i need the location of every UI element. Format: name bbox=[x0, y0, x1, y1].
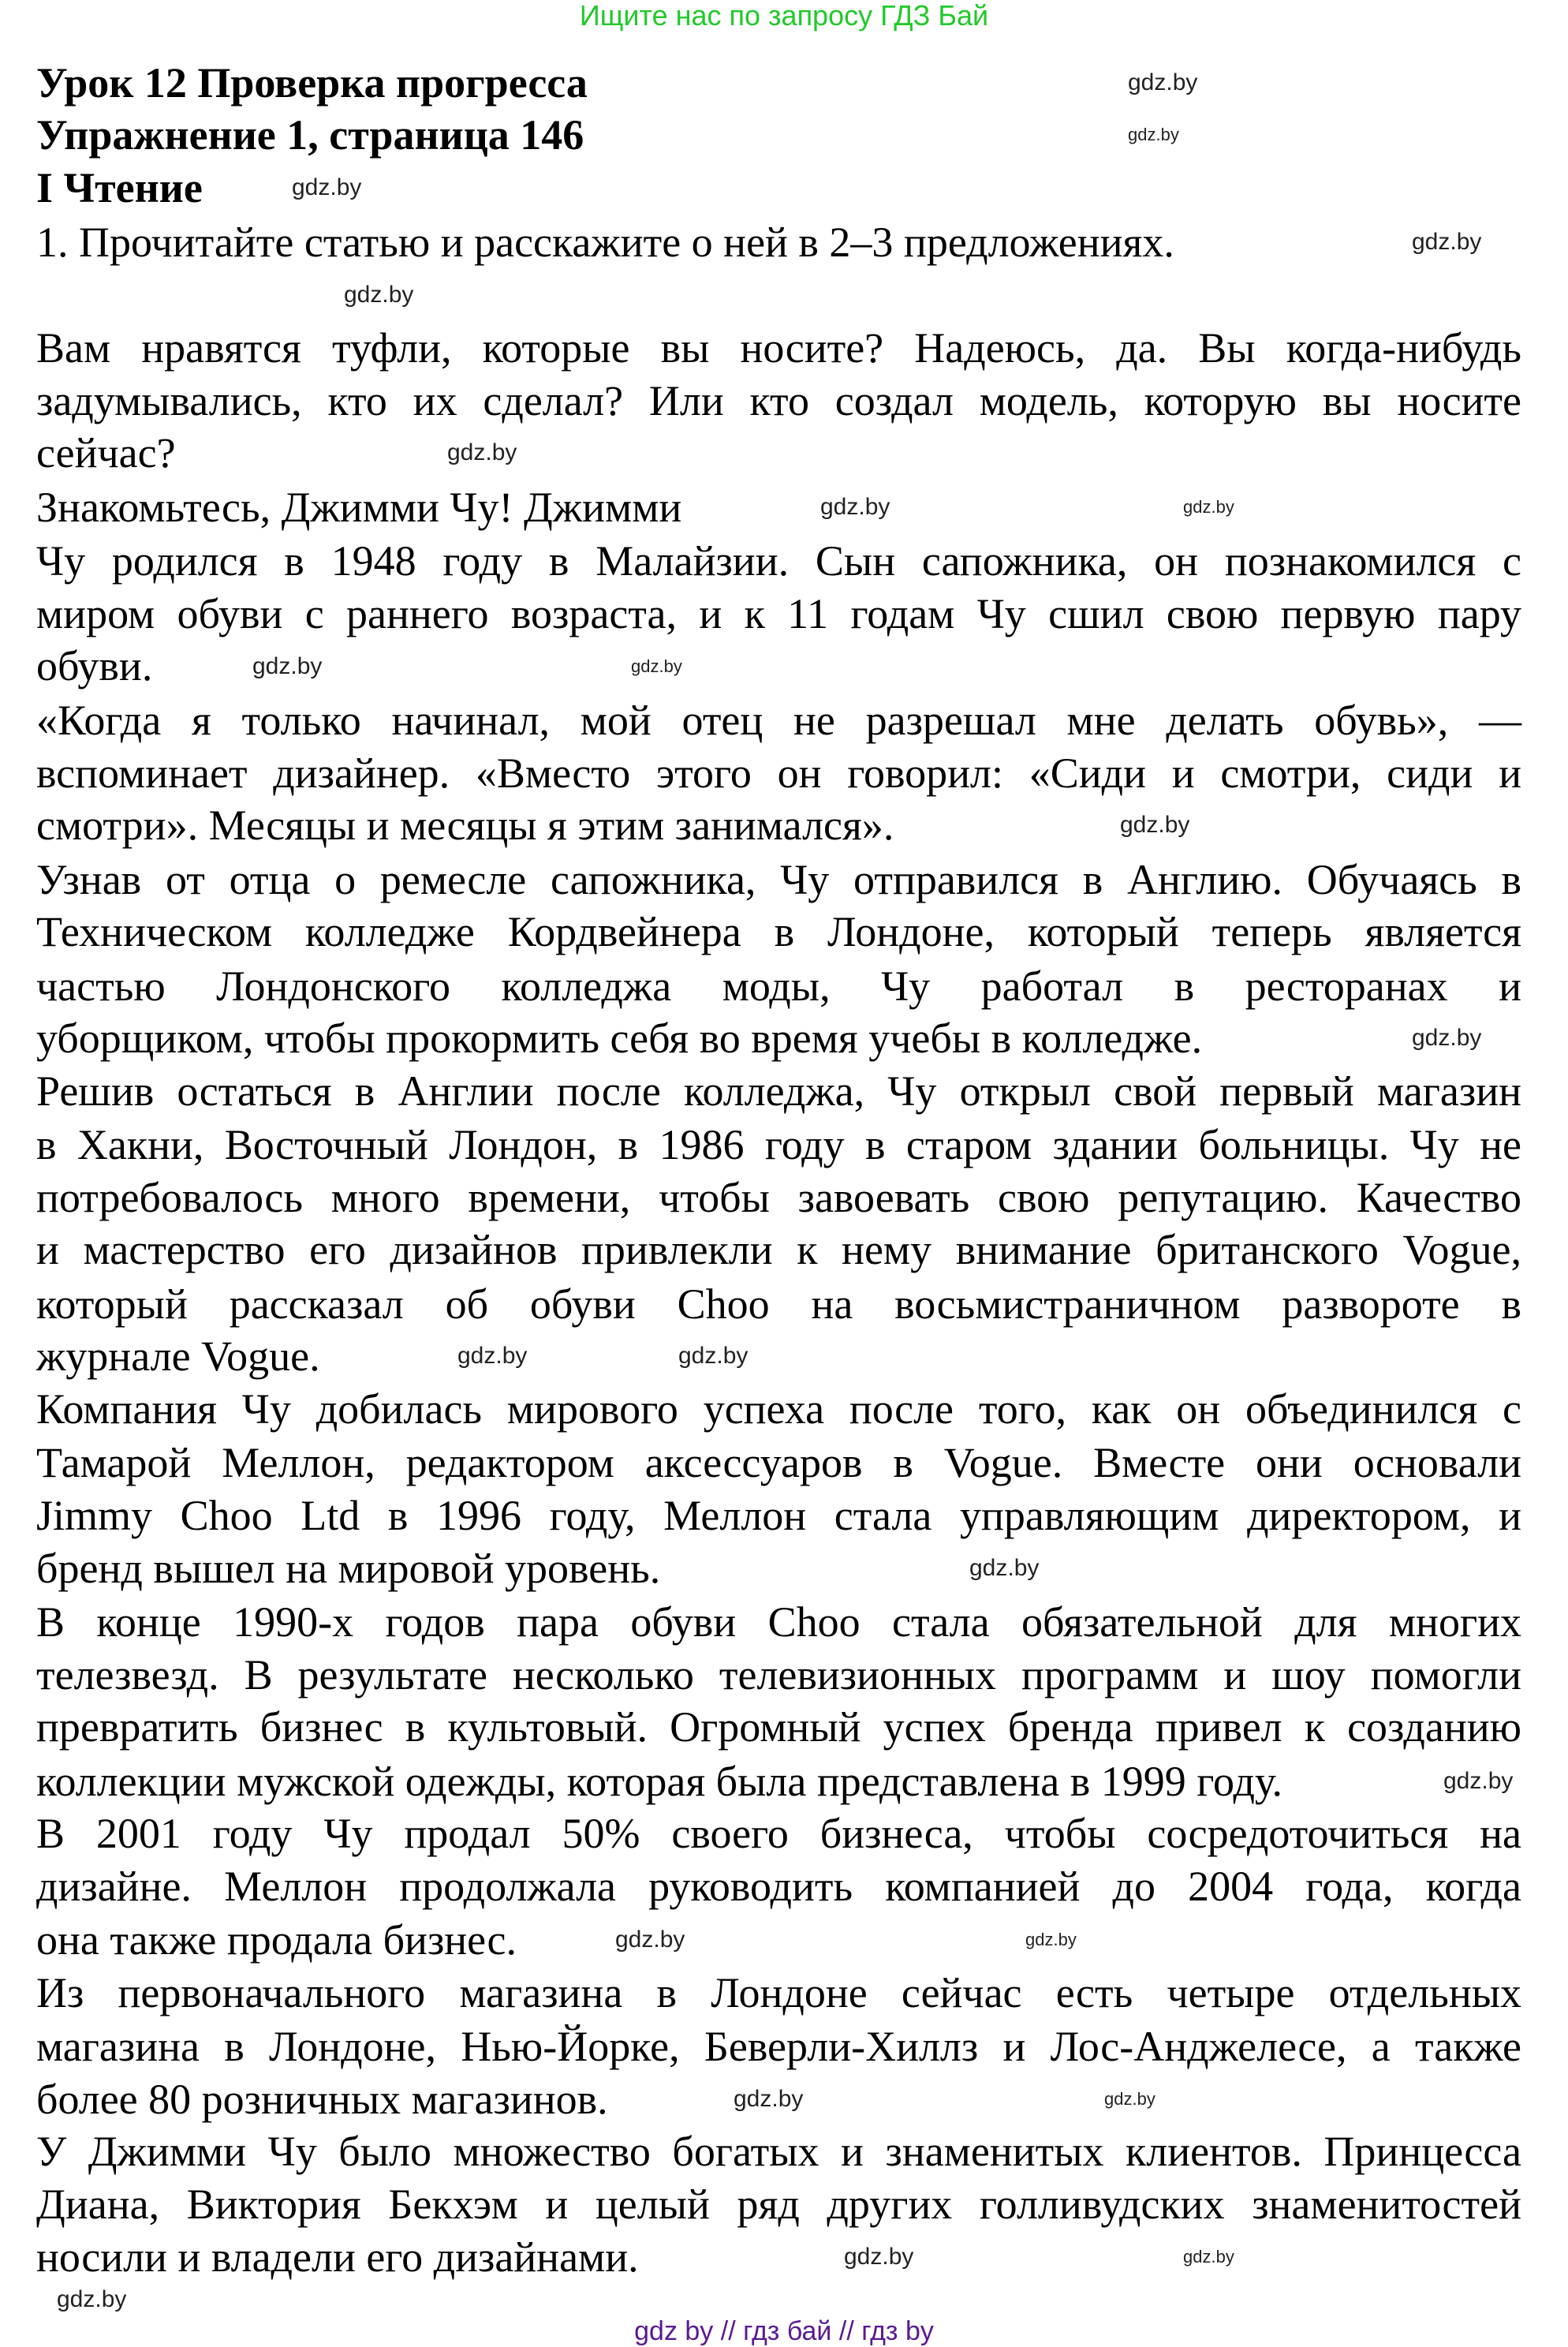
article-line: Вам нравятся туфли, которые вы носите? Надеюсь, да. Вы когда-нибудь bbox=[36, 324, 1521, 372]
watermark-text: gdz.by bbox=[1443, 1768, 1514, 1794]
article-line: Тамарой Меллон, редактором аксессуаров в Vogue. Вместе они основали bbox=[36, 1439, 1521, 1486]
article-line: носили и владели его дизайнами. bbox=[36, 2233, 639, 2281]
article-line: Техническом колледже Кордвейнера в Лондоне, который теперь является bbox=[36, 908, 1521, 955]
watermark-text: gdz.by bbox=[844, 2244, 914, 2270]
article-line: дизайне. Меллон продолжала руководить компанией до 2004 года, когда bbox=[36, 1863, 1521, 1910]
article-line: Знакомьтесь, Джимми Чу! Джимми bbox=[36, 484, 682, 531]
article-line: превратить бизнес в культовый. Огромный успех бренда привел к созданию bbox=[36, 1703, 1521, 1751]
article-line: магазина в Лондоне, Нью-Йорке, Беверли-Хиллз и Лос-Анджелесе, а также bbox=[36, 2023, 1521, 2070]
watermark-text: gdz.by bbox=[615, 1927, 685, 1953]
article-line: В 2001 году Чу продал 50% своего бизнеса, чтобы сосредоточиться на bbox=[36, 1810, 1521, 1857]
article-line: Диана, Виктория Бекхэм и целый ряд других голливудских знаменитостей bbox=[36, 2181, 1521, 2228]
watermark-text: gdz.by bbox=[1104, 2089, 1155, 2109]
footer-links[interactable]: gdz by // гдз бай // гдз by bbox=[634, 2316, 934, 2346]
article-line: уборщиком, чтобы прокормить себя во время учебы в колледже. bbox=[36, 1015, 1203, 1062]
article-line: обуви. bbox=[36, 642, 153, 690]
watermark-text: gdz.by bbox=[1120, 812, 1190, 838]
article-line: Jimmy Choo Ltd в 1996 году, Меллон стала управляющим директором, и bbox=[36, 1492, 1521, 1539]
article-line: сейчас? bbox=[36, 429, 176, 477]
article-line: Компания Чу добилась мирового успеха после того, как он объединился с bbox=[36, 1385, 1521, 1433]
watermark-text: gdz.by bbox=[457, 1343, 528, 1369]
article-line: Узнав от отца о ремесле сапожника, Чу отправился в Англию. Обучаясь в bbox=[36, 856, 1521, 903]
article-line: У Джимми Чу было множество богатых и знаменитых клиентов. Принцесса bbox=[36, 2128, 1521, 2175]
article-line: смотри». Месяцы и месяцы я этим занимался». bbox=[36, 802, 894, 849]
article-line: который рассказал об обуви Choo на восьмистраничном развороте в bbox=[36, 1280, 1521, 1328]
article-line: частью Лондонского колледжа моды, Чу работал в ресторанах и bbox=[36, 962, 1521, 1010]
article-line: телезвезд. В результате несколько телевизионных программ и шоу помогли bbox=[36, 1651, 1521, 1699]
article-line: в Хакни, Восточный Лондон, в 1986 году в старом здании больницы. Чу не bbox=[36, 1121, 1521, 1168]
article-line: Чу родился в 1948 году в Малайзии. Сын сапожника, он познакомился с bbox=[36, 537, 1521, 585]
article-line: миром обуви с раннего возраста, и к 11 годам Чу сшил свою первую пару bbox=[36, 590, 1521, 637]
watermark-text: gdz.by bbox=[1025, 1930, 1077, 1949]
article-line: бренд вышел на мировой уровень. bbox=[36, 1545, 661, 1592]
article-line: она также продала бизнес. bbox=[36, 1916, 517, 1964]
watermark-text: gdz.by bbox=[1128, 69, 1198, 95]
search-banner[interactable]: Ищите нас по запросу ГДЗ Бай bbox=[579, 0, 989, 32]
watermark-text: gdz.by bbox=[1183, 2247, 1234, 2267]
watermark-text: gdz.by bbox=[1128, 125, 1179, 144]
watermark-text: gdz.by bbox=[1412, 229, 1482, 255]
watermark-text: gdz.by bbox=[292, 174, 362, 200]
watermark-text: gdz.by bbox=[1183, 497, 1234, 517]
watermark-text: gdz.by bbox=[734, 2086, 804, 2112]
watermark-text: gdz.by bbox=[344, 282, 414, 308]
exercise-title: Упражнение 1, страница 146 bbox=[36, 111, 584, 159]
article-line: коллекции мужской одежды, которая была представлена в 1999 году. bbox=[36, 1758, 1283, 1805]
watermark-text: gdz.by bbox=[1412, 1025, 1482, 1051]
article-line: В конце 1990-х годов пара обуви Choo стала обязательной для многих bbox=[36, 1598, 1521, 1646]
watermark-text: gdz.by bbox=[252, 653, 323, 679]
section-title: I Чтение bbox=[36, 164, 203, 211]
article-line: Решив остаться в Англии после колледжа, Чу открыл свой первый магазин bbox=[36, 1067, 1521, 1115]
article-line: Из первоначального магазина в Лондоне сейчас есть четыре отдельных bbox=[36, 1969, 1521, 2016]
watermark-text: gdz.by bbox=[678, 1343, 749, 1369]
article-line: более 80 розничных магазинов. bbox=[36, 2076, 608, 2123]
watermark-text: gdz.by bbox=[447, 439, 517, 465]
article-line: задумывались, кто их сделал? Или кто создал модель, которую вы носите bbox=[36, 377, 1521, 424]
watermark-text: gdz.by bbox=[57, 2286, 127, 2312]
watermark-text: gdz.by bbox=[820, 494, 890, 520]
article-line: «Когда я только начинал, мой отец не разрешал мне делать обувь», — bbox=[36, 697, 1521, 744]
article-line: журнале Vogue. bbox=[36, 1332, 320, 1380]
watermark-text: gdz.by bbox=[631, 656, 682, 676]
article-line: и мастерство его дизайнов привлекли к нему внимание британского Vogue, bbox=[36, 1226, 1521, 1273]
watermark-text: gdz.by bbox=[969, 1555, 1040, 1581]
task-text: 1. Прочитайте статью и расскажите о ней в 2–3 предложениях. bbox=[36, 219, 1174, 266]
article-line: потребовалось много времени, чтобы завоевать свою репутацию. Качество bbox=[36, 1174, 1521, 1221]
lesson-title: Урок 12 Проверка прогресса bbox=[36, 59, 588, 107]
article-line: вспоминает дизайнер. «Вместо этого он говорил: «Сиди и смотри, сиди и bbox=[36, 749, 1521, 797]
